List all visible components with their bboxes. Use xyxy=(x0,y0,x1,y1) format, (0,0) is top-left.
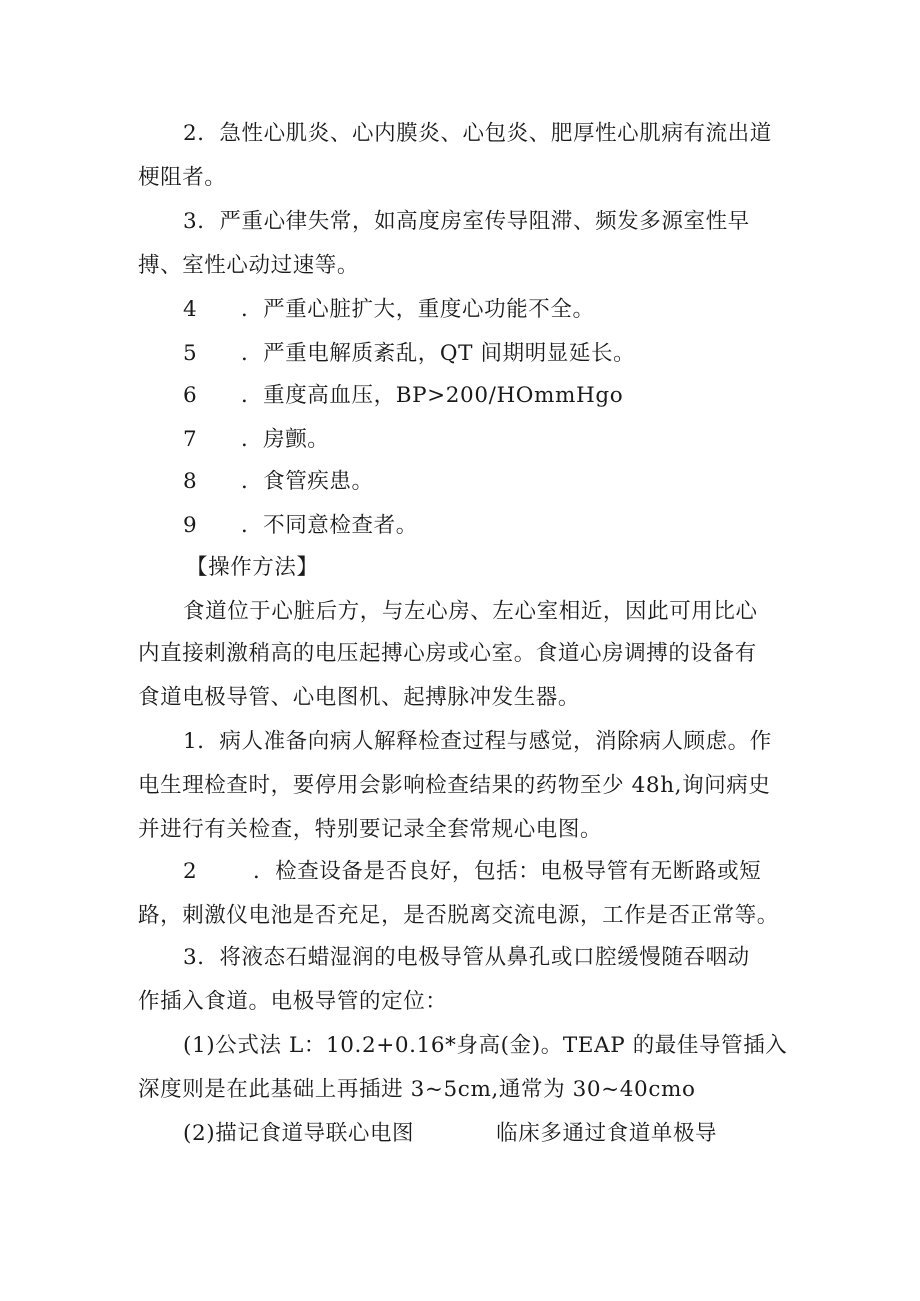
paragraph-line xyxy=(183,1119,717,1149)
paragraph-line: 食道位于心脏后方，与左心房、左心室相近，因此可用比心 xyxy=(183,599,758,624)
list-item xyxy=(183,857,761,887)
list-item-text: ．不同意检查者。 xyxy=(241,513,418,538)
list-item-number: 5 xyxy=(183,341,198,366)
paragraph-line: 并进行有关检查，特别要记录全套常规心电图。 xyxy=(138,817,603,842)
list-item-text: ．重度高血压，BP>200/HOmmHgo xyxy=(241,383,624,408)
paragraph-line: 3．将液态石蜡湿润的电极导管从鼻孔或口腔缓慢随吞咽动 xyxy=(183,945,750,970)
paragraph-line: 路，刺激仪电池是否充足，是否脱离交流电源，工作是否正常等。 xyxy=(138,903,779,928)
paragraph-line: 搏、室性心动过速等。 xyxy=(138,253,360,278)
list-item xyxy=(183,511,418,541)
line-left-text: (2)描记食道导联心电图 xyxy=(183,1121,415,1146)
paragraph-line: 梗阻者。 xyxy=(138,165,227,190)
paragraph-line: 电生理检查时，要停用会影响检查结果的药物至少 48h,询问病史 xyxy=(138,773,771,798)
list-item-text: ．检查设备是否良好，包括：电极导管有无断路或短 xyxy=(253,859,762,884)
paragraph-line: (1)公式法 L：10.2+0.16*身高(金)。TEAP 的最佳导管插入 xyxy=(183,1033,788,1058)
list-item-number: 7 xyxy=(183,427,198,452)
list-item xyxy=(183,467,374,497)
list-item-number: 6 xyxy=(183,383,198,408)
list-item xyxy=(183,381,623,411)
paragraph-line: 内直接刺激稍高的电压起搏心房或心室。食道心房调搏的设备有 xyxy=(138,641,757,666)
paragraph-line: 作插入食道。电极导管的定位： xyxy=(138,989,448,1014)
list-item xyxy=(183,425,329,455)
list-item-number: 4 xyxy=(183,297,198,322)
list-item-text: ．食管疾患。 xyxy=(241,469,374,494)
list-item xyxy=(183,339,635,369)
line-right-text: 临床多通过食道单极导 xyxy=(496,1121,718,1146)
list-item-number: 9 xyxy=(183,513,198,538)
list-item xyxy=(183,295,595,325)
paragraph-line: 3．严重心律失常，如高度房室传导阻滞、频发多源室性早 xyxy=(183,209,750,234)
list-item-text: ．严重电解质紊乱，QT 间期明显延长。 xyxy=(241,341,636,366)
paragraph-line: 1．病人准备向病人解释检查过程与感觉，消除病人顾虑。作 xyxy=(183,729,772,754)
section-heading: 【操作方法】 xyxy=(186,555,319,580)
list-item-text: ．房颤。 xyxy=(241,427,330,452)
list-item-number: 8 xyxy=(183,469,198,494)
list-item-text: ．严重心脏扩大，重度心功能不全。 xyxy=(241,297,595,322)
list-item-number: 2 xyxy=(183,859,198,884)
paragraph-line: 食道电极导管、心电图机、起搏脉冲发生器。 xyxy=(138,685,581,710)
paragraph-line: 深度则是在此基础上再插进 3~5cm,通常为 30~40cmo xyxy=(138,1077,696,1102)
paragraph-line: 2．急性心肌炎、心内膜炎、心包炎、肥厚性心肌病有流出道 xyxy=(183,121,772,146)
